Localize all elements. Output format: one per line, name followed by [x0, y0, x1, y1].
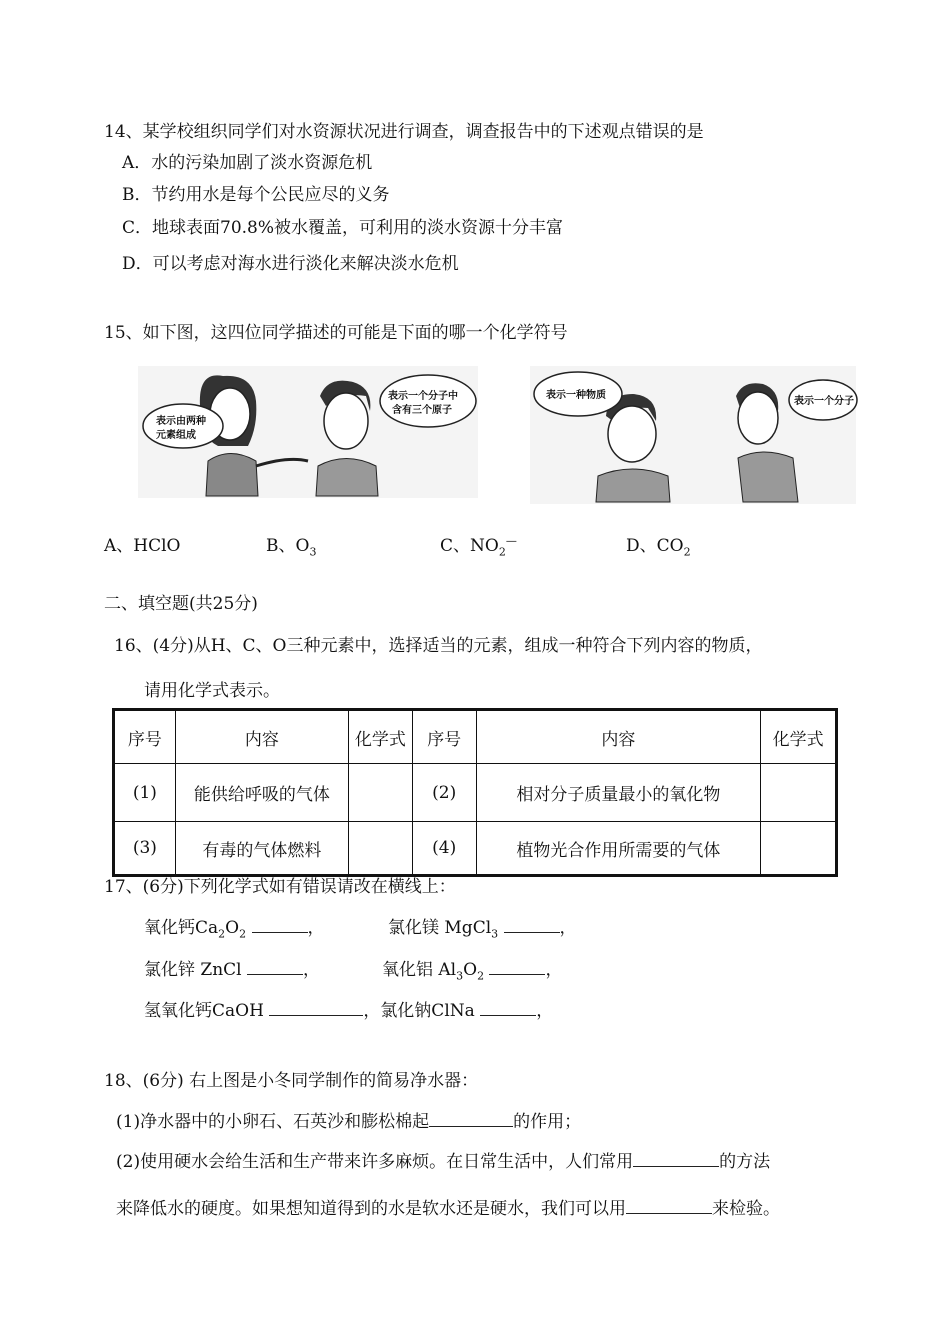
table-cell: (1)	[114, 764, 176, 822]
bubble-4-text: 表示一个分子	[794, 396, 854, 407]
q17-item-2: 氯化镁 MgCl$_3$ ，	[388, 918, 577, 941]
answer-blank[interactable]	[633, 1150, 719, 1167]
q15-option-b: B、$O_3$	[266, 536, 317, 559]
q16-table	[112, 708, 838, 877]
q17-item-1: 氧化钙$Ca_2O_2$ ，	[144, 918, 325, 941]
table-cell: 相对分子质量最小的氧化物	[476, 764, 761, 822]
q14-option-b: B．节约用水是每个公民应尽的义务	[122, 185, 390, 205]
q17-item-5: 氢氧化钙CaOH ，氯化钠ClNa ，	[144, 1001, 554, 1021]
table-row	[114, 764, 837, 822]
bubble-2-line-1: 表示一个分子中	[388, 391, 458, 402]
speech-bubble-2	[380, 375, 476, 427]
answer-blank[interactable]	[247, 958, 303, 975]
speech-bubble-4	[789, 380, 857, 420]
answer-cell[interactable]	[761, 764, 837, 822]
q16-stem-line-2: 请用化学式表示。	[144, 681, 280, 701]
table-cell: (2)	[412, 764, 476, 822]
q14-stem: 14、某学校组织同学们对水资源状况进行调查，调查报告中的下述观点错误的是	[104, 122, 704, 142]
header-cell: 化学式	[349, 710, 413, 764]
table-cell: (3)	[114, 822, 176, 876]
answer-blank[interactable]	[252, 916, 308, 933]
q17-item-3: 氯化锌 ZnCl ，	[144, 960, 321, 980]
table-cell: 植物光合作用所需要的气体	[476, 822, 761, 876]
answer-cell[interactable]	[349, 764, 413, 822]
answer-blank[interactable]	[480, 999, 536, 1016]
answer-blank[interactable]	[429, 1110, 513, 1127]
q14-option-c: C．地球表面70.8%被水覆盖，可利用的淡水资源十分丰富	[122, 218, 564, 238]
q15-option-a: A、HClO	[104, 536, 181, 556]
bubble-2-line-2: 含有三个原子	[392, 405, 452, 416]
bubble-1-line-1: 表示由两种	[156, 416, 206, 427]
q18-part-1: (1)净水器中的小卵石、石英沙和膨松棉起 的作用；	[116, 1112, 582, 1132]
answer-blank[interactable]	[504, 916, 560, 933]
answer-cell[interactable]	[761, 822, 837, 876]
q15-option-d: D、$CO_2$	[626, 536, 691, 559]
q15-option-c: C、$NO_2^—$	[440, 534, 517, 559]
q17-item-4: 氧化铝 $Al_3O_2$ ，	[382, 960, 563, 983]
q15-stem: 15、如下图，这四位同学描述的可能是下面的哪一个化学符号	[104, 323, 568, 343]
answer-cell[interactable]	[349, 822, 413, 876]
speech-bubble-1	[143, 404, 223, 448]
bubble-1-line-2: 元素组成	[156, 430, 196, 441]
header-cell: 序号	[412, 710, 476, 764]
header-cell: 内容	[476, 710, 761, 764]
q18-stem: 18、(6分) 右上图是小冬同学制作的简易净水器：	[104, 1071, 479, 1091]
table-cell: 有毒的气体燃料	[175, 822, 348, 876]
q18-part-3: 来降低水的硬度。如果想知道得到的水是软水还是硬水，我们可以用 来检验。	[116, 1199, 780, 1219]
table-header-row	[114, 710, 837, 764]
header-cell: 化学式	[761, 710, 837, 764]
answer-blank[interactable]	[489, 958, 545, 975]
table-cell: 能供给呼吸的气体	[175, 764, 348, 822]
answer-blank[interactable]	[626, 1197, 712, 1214]
students-illustration	[138, 366, 858, 506]
speech-bubble-3	[534, 372, 622, 416]
q17-stem: 17、(6分)下列化学式如有错误请改在横线上：	[104, 877, 456, 897]
bubble-3-text: 表示一种物质	[546, 390, 606, 401]
q16-stem-line-1: 16、(4分)从H、C、O三种元素中，选择适当的元素，组成一种符合下列内容的物质，	[114, 636, 763, 656]
header-cell: 序号	[114, 710, 176, 764]
q14-option-a: A．水的污染加剧了淡水资源危机	[122, 153, 373, 173]
section-2-title: 二、填空题(共25分)	[104, 594, 258, 614]
header-cell: 内容	[175, 710, 348, 764]
q18-part-2: (2)使用硬水会给生活和生产带来许多麻烦。在日常生活中，人们常用 的方法	[116, 1152, 771, 1172]
table-row	[114, 822, 837, 876]
q14-option-d: D．可以考虑对海水进行淡化来解决淡水危机	[122, 254, 459, 274]
answer-blank[interactable]	[269, 999, 363, 1016]
table-cell: (4)	[412, 822, 476, 876]
